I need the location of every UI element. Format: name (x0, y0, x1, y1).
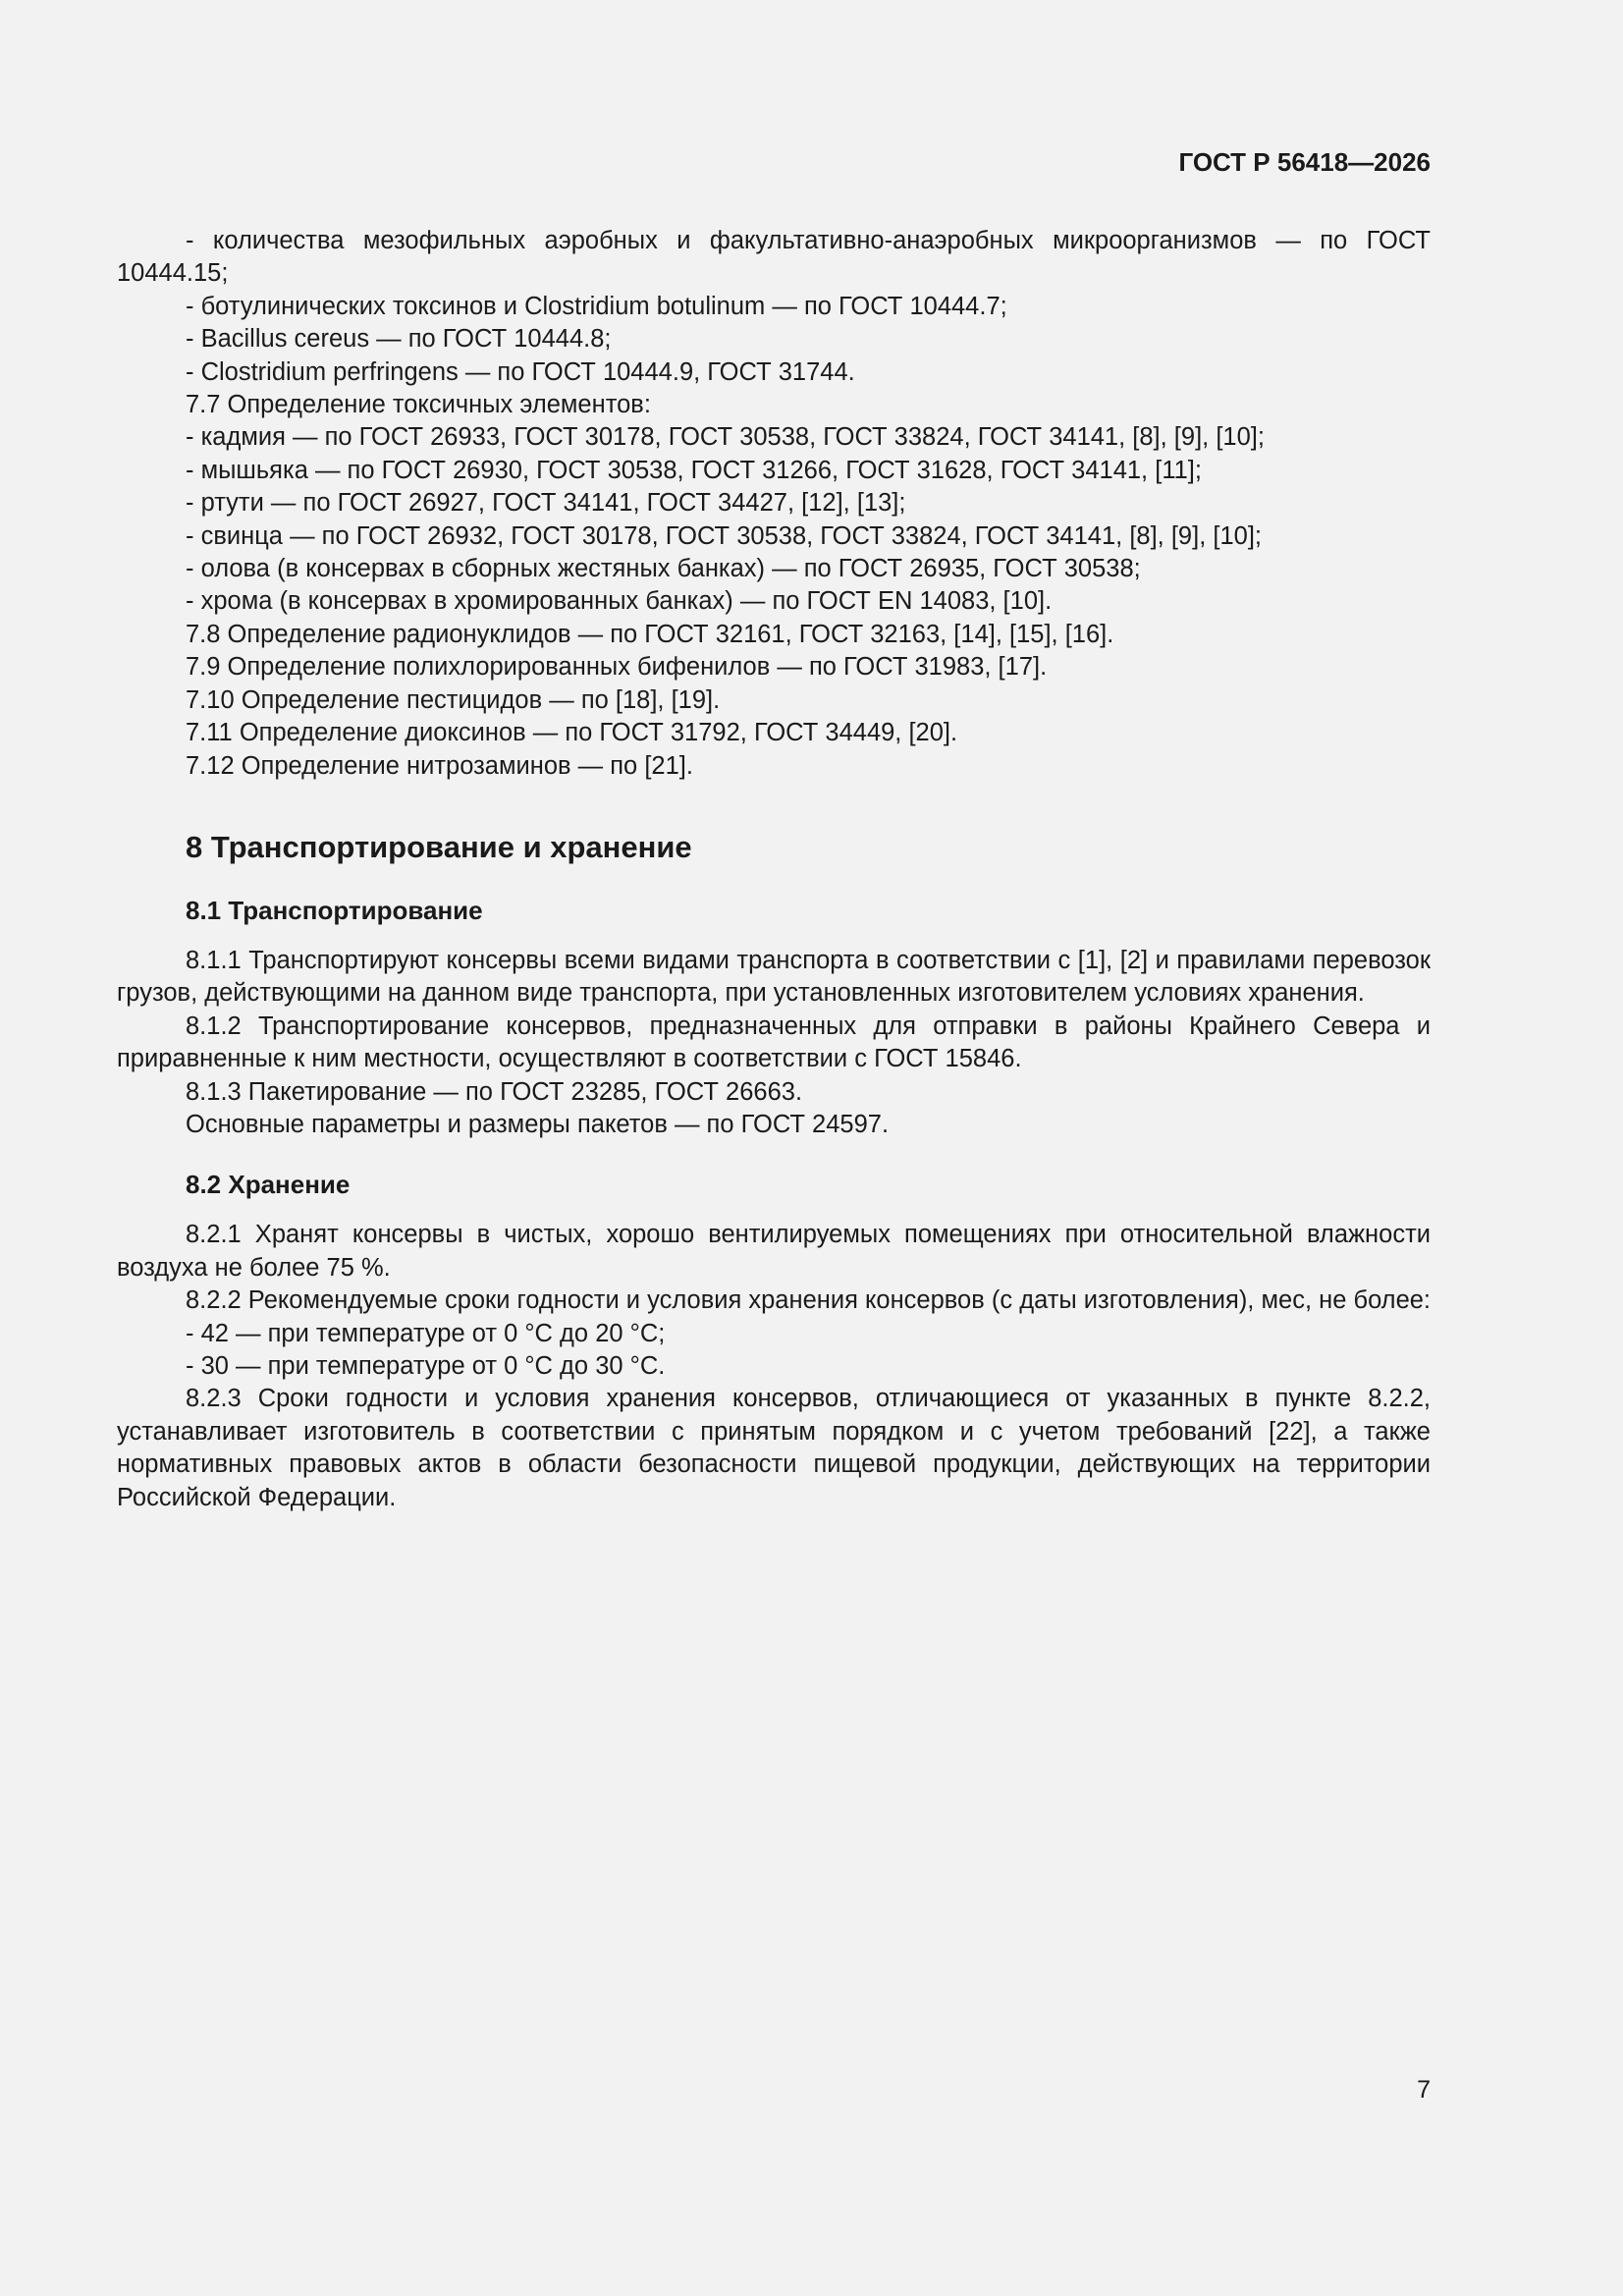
subsection-8-2-heading: 8.2 Хранение (186, 1170, 351, 1200)
clause-7-12: 7.12 Определение нитрозаминов — по [21]. (186, 751, 693, 780)
page-number: 7 (1417, 2076, 1431, 2104)
list-item: - 30 — при температуре от 0 °С до 30 °С. (186, 1351, 666, 1380)
list-item: - Clostridium perfringens — по ГОСТ 10444.9, ГОСТ 31744. (186, 357, 855, 386)
list-item: - 42 — при температуре от 0 °С до 20 °С; (186, 1319, 666, 1347)
clause-8-2-2: 8.2.2 Рекомендуемые сроки годности и условия хранения консервов (с даты изготовления), мес, не более: (186, 1286, 1432, 1315)
clause-7-7: 7.7 Определение токсичных элементов: (186, 391, 651, 419)
list-item: - кадмия — по ГОСТ 26933, ГОСТ 30178, ГОСТ 30538, ГОСТ 33824, ГОСТ 34141, [8], [9], [10]; (186, 423, 1265, 452)
list-item: - мышьяка — по ГОСТ 26930, ГОСТ 30538, ГОСТ 31266, ГОСТ 31628, ГОСТ 34141, [11]; (186, 456, 1202, 484)
clause-8-1-2: 8.1.2 Транспортирование консервов, предназначенных для отправки в районы Крайнего Севера и приравненные к ним местности, осуществляют в соответствии с ГОСТ 15846. (117, 1011, 1431, 1073)
list-item: - Bacillus cereus — по ГОСТ 10444.8; (186, 325, 612, 354)
clause-7-10: 7.10 Определение пестицидов — по [18], [19]. (186, 685, 721, 714)
clause-7-11: 7.11 Определение диоксинов — по ГОСТ 31792, ГОСТ 34449, [20]. (186, 719, 958, 747)
document-body (117, 225, 1431, 1514)
clause-8-2-1: 8.2.1 Хранят консервы в чистых, хорошо вентилируемых помещениях при относительной влажности воздуха не более 75 %. (117, 1221, 1431, 1282)
clause-8-1-3-note: Основные параметры и размеры пакетов — по ГОСТ 24597. (186, 1110, 890, 1138)
document-code: ГОСТ Р 56418—2026 (1178, 147, 1431, 177)
list-item: - хрома (в консервах в хромированных банках) — по ГОСТ EN 14083, [10]. (186, 587, 1053, 616)
list-item: - ботулинических токсинов и Clostridium botulinum — по ГОСТ 10444.7; (186, 292, 1007, 320)
list-item: - количества мезофильных аэробных и факультативно-анаэробных микроорганизмов — по ГОСТ 10444.15; (117, 227, 1431, 288)
clause-8-1-3: 8.1.3 Пакетирование — по ГОСТ 23285, ГОСТ 26663. (186, 1077, 803, 1106)
clause-8-2-3: 8.2.3 Сроки годности и условия хранения консервов, отличающиеся от указанных в пункте 8.2.2, устанавливает изготовитель в соответствии с принятым порядком и с учетом требований [22], а также нормативных правовых актов в области безопасности пищевой продукции, действующих на территории Российской Федерации. (117, 1385, 1431, 1511)
list-item: - ртути — по ГОСТ 26927, ГОСТ 34141, ГОСТ 34427, [12], [13]; (186, 489, 906, 518)
list-item: - свинца — по ГОСТ 26932, ГОСТ 30178, ГОСТ 30538, ГОСТ 33824, ГОСТ 34141, [8], [9], [10]; (186, 521, 1262, 550)
clause-7-8: 7.8 Определение радионуклидов — по ГОСТ 32161, ГОСТ 32163, [14], [15], [16]. (186, 620, 1114, 648)
list-item: - олова (в консервах в сборных жестяных банках) — по ГОСТ 26935, ГОСТ 30538; (186, 555, 1141, 583)
clause-8-1-1: 8.1.1 Транспортируют консервы всеми видами транспорта в соответствии с [1], [2] и правилами перевозок грузов, действующими на данном виде транспорта, при установленных изготовителем условиях хранения. (117, 946, 1431, 1008)
subsection-8-1-heading: 8.1 Транспортирование (186, 895, 483, 925)
clause-7-9: 7.9 Определение полихлорированных бифенилов — по ГОСТ 31983, [17]. (186, 653, 1048, 682)
section-8-heading: 8 Транспортирование и хранение (186, 829, 692, 864)
